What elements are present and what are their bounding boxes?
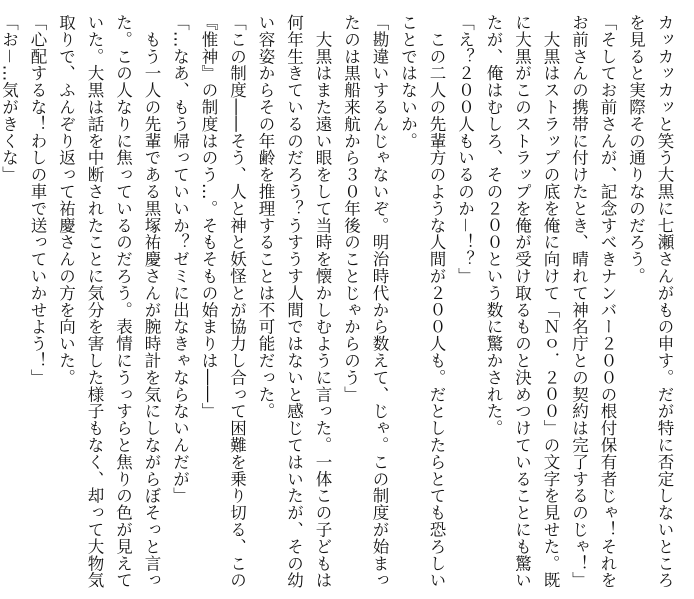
paragraph: 「この制度――そう、人と神と妖怪とが協力し合って困難を乗り切る、この『惟神』の制度はのう…。そもそもの始まりは――」 bbox=[199, 14, 247, 589]
paragraph: 「心配するな！わしの車で送っていかせよう！」 bbox=[28, 14, 47, 386]
paragraph: この二人の先輩方のような人間が２００人も。だとしたらとても恐ろしいことではないか。 bbox=[398, 14, 446, 589]
paragraph: 「勘違いするんじゃないぞ。明治時代から数えて、じゃ。この制度が始まったのは黒船来航から３０年後のことじゃからのう」 bbox=[341, 14, 389, 589]
paragraph: もう一人の先輩である黒塚祐慶さんが腕時計を気にしながらぼそっと言った。この人なりに焦っているのだろう。表情にうっすらと焦りの色が見えていた。大黒は話を中断されたことに気分を害した様子もなく、却って大物気取りで、ふんぞり返って祐慶さんの方を向いた。 bbox=[56, 14, 161, 589]
paragraph: 大黒はストラップの底を俺に向けて「Ｎｏ．２００」の文字を見せた。既に大黒がこのストラップを俺が受け取るものと決めつけていることにも驚いたが、俺はむしろ、その２００という数に驚かされた。 bbox=[484, 14, 560, 589]
paragraph: 「…なあ、もう帰っていいか？ゼミに出なきゃならないんだが」 bbox=[170, 14, 190, 505]
paragraph: 「お－…気がきくな」 bbox=[0, 14, 19, 183]
paragraph: 「え？２００人もいるのか－！？」 bbox=[455, 14, 475, 285]
paragraph: カッカッカッと笑う大黒に七瀬さんがもの申す。だが特に否定しないところを見ると実際その通りなのだろう。 bbox=[626, 14, 674, 589]
paragraph: 「そしてお前さんが、記念すべきナンバー２００の根付保有者じゃ！それをお前さんの携帯に付けたとき、晴れて神名庁との契約は完了するのじゃ！」 bbox=[569, 14, 617, 589]
paragraph: 大黒はまた遠い眼をして当時を懐かしむように言った。一体この子どもは何年生きているのだろう？うすうす人間ではないと感じてはいたが、その幼い容姿からその年齢を推理することは不可能だった。 bbox=[256, 14, 332, 589]
